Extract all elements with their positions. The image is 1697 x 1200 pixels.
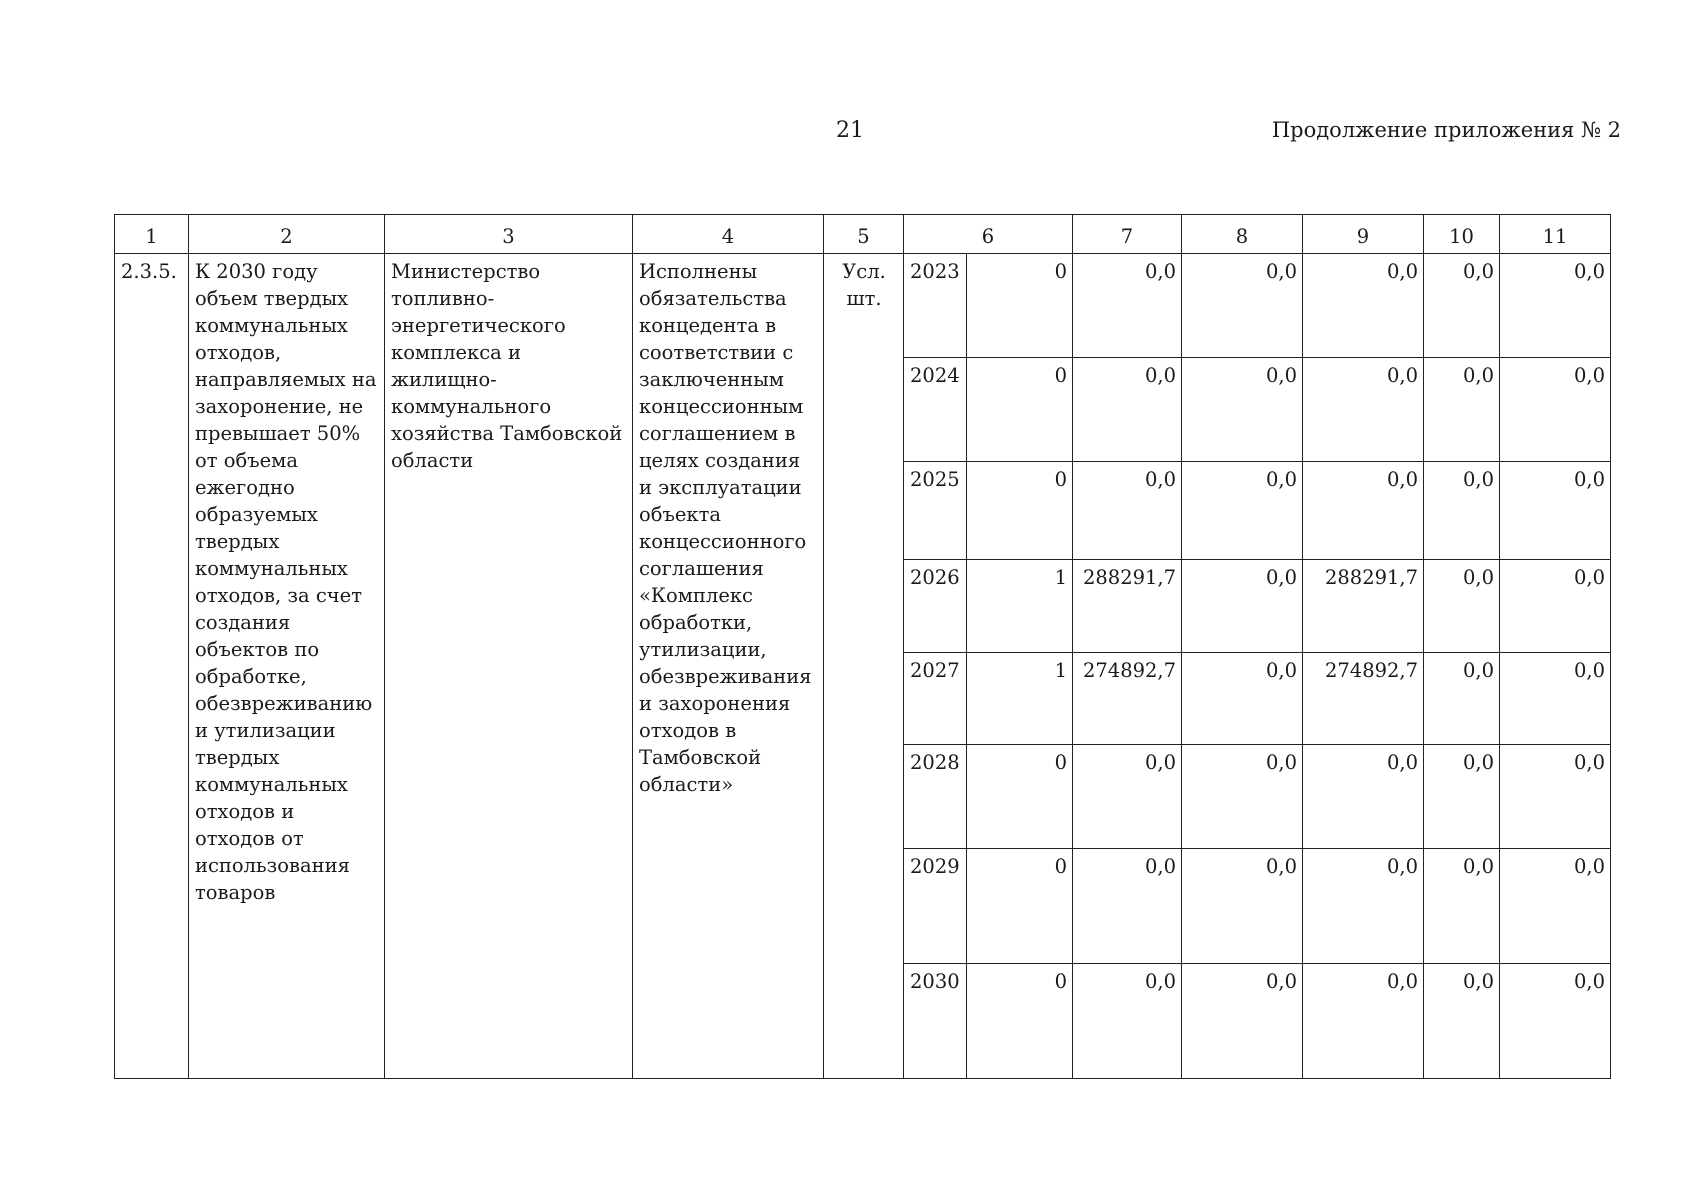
value-cell-10: 0,0	[1424, 653, 1500, 745]
column-header-7: 7	[1073, 215, 1182, 254]
value-cell-10: 0,0	[1424, 358, 1500, 462]
value-cell-11: 0,0	[1500, 964, 1611, 1079]
value-cell-11: 0,0	[1500, 849, 1611, 964]
quantity-cell: 1	[967, 560, 1073, 653]
value-cell-8: 0,0	[1182, 964, 1303, 1079]
column-header-1: 1	[115, 215, 189, 254]
page-number: 21	[836, 118, 864, 143]
year-cell: 2023	[904, 254, 967, 358]
value-cell-10: 0,0	[1424, 849, 1500, 964]
column-header-4: 4	[633, 215, 824, 254]
value-cell-7: 288291,7	[1073, 560, 1182, 653]
value-cell-9: 0,0	[1303, 964, 1424, 1079]
value-cell-11: 0,0	[1500, 462, 1611, 560]
column-header-9: 9	[1303, 215, 1424, 254]
quantity-cell: 0	[967, 462, 1073, 560]
value-cell-8: 0,0	[1182, 462, 1303, 560]
result-cell: Исполнены обязательства концедента в соответствии с заключенным концессионным соглашением в целях создания и эксплуатации объекта концессионного соглашения «Комплекс обработки, утилизации, обезвреживания и захоронения отходов в Тамбовской области»	[633, 254, 824, 1079]
column-header-5: 5	[824, 215, 904, 254]
value-cell-11: 0,0	[1500, 745, 1611, 849]
value-cell-8: 0,0	[1182, 358, 1303, 462]
year-cell: 2029	[904, 849, 967, 964]
value-cell-7: 0,0	[1073, 849, 1182, 964]
value-cell-7: 0,0	[1073, 462, 1182, 560]
table-row-2023	[115, 254, 1611, 358]
value-cell-9: 0,0	[1303, 849, 1424, 964]
value-cell-7: 0,0	[1073, 358, 1182, 462]
value-cell-7: 0,0	[1073, 745, 1182, 849]
appendix-continuation-label: Продолжение приложения № 2	[1271, 118, 1621, 142]
column-header-6: 6	[904, 215, 1073, 254]
value-cell-10: 0,0	[1424, 964, 1500, 1079]
value-cell-7: 0,0	[1073, 254, 1182, 358]
column-header-3: 3	[385, 215, 633, 254]
quantity-cell: 1	[967, 653, 1073, 745]
quantity-cell: 0	[967, 745, 1073, 849]
column-header-10: 10	[1424, 215, 1500, 254]
column-header-8: 8	[1182, 215, 1303, 254]
value-cell-11: 0,0	[1500, 653, 1611, 745]
indicator-description-cell: К 2030 году объем твердых коммунальных отходов, направляемых на захоронение, не превышает 50% от объема ежегодно образуемых твердых коммунальных отходов, за счет создания объектов по обработке, обезвреживанию и утилизации твердых коммунальных отходов и отходов от использования товаров	[189, 254, 385, 1079]
quantity-cell: 0	[967, 358, 1073, 462]
value-cell-7: 274892,7	[1073, 653, 1182, 745]
value-cell-9: 274892,7	[1303, 653, 1424, 745]
quantity-cell: 0	[967, 849, 1073, 964]
row-index-cell: 2.3.5.	[115, 254, 189, 1079]
value-cell-11: 0,0	[1500, 254, 1611, 358]
quantity-cell: 0	[967, 254, 1073, 358]
value-cell-8: 0,0	[1182, 254, 1303, 358]
value-cell-10: 0,0	[1424, 560, 1500, 653]
value-cell-11: 0,0	[1500, 358, 1611, 462]
column-header-11: 11	[1500, 215, 1611, 254]
value-cell-9: 0,0	[1303, 358, 1424, 462]
value-cell-9: 0,0	[1303, 745, 1424, 849]
value-cell-8: 0,0	[1182, 849, 1303, 964]
unit-cell: Усл. шт.	[824, 254, 904, 1079]
year-cell: 2024	[904, 358, 967, 462]
year-cell: 2025	[904, 462, 967, 560]
value-cell-10: 0,0	[1424, 254, 1500, 358]
executor-cell: Министерство топливно-энергетического комплекса и жилищно-коммунального хозяйства Тамбовской области	[385, 254, 633, 1079]
year-cell: 2030	[904, 964, 967, 1079]
value-cell-8: 0,0	[1182, 560, 1303, 653]
value-cell-7: 0,0	[1073, 964, 1182, 1079]
value-cell-10: 0,0	[1424, 462, 1500, 560]
value-cell-11: 0,0	[1500, 560, 1611, 653]
column-header-2: 2	[189, 215, 385, 254]
table-header-row	[115, 215, 1611, 254]
year-cell: 2027	[904, 653, 967, 745]
quantity-cell: 0	[967, 964, 1073, 1079]
value-cell-10: 0,0	[1424, 745, 1500, 849]
value-cell-9: 288291,7	[1303, 560, 1424, 653]
value-cell-8: 0,0	[1182, 745, 1303, 849]
value-cell-9: 0,0	[1303, 462, 1424, 560]
appendix-table	[114, 214, 1611, 1079]
year-cell: 2028	[904, 745, 967, 849]
value-cell-8: 0,0	[1182, 653, 1303, 745]
year-cell: 2026	[904, 560, 967, 653]
value-cell-9: 0,0	[1303, 254, 1424, 358]
